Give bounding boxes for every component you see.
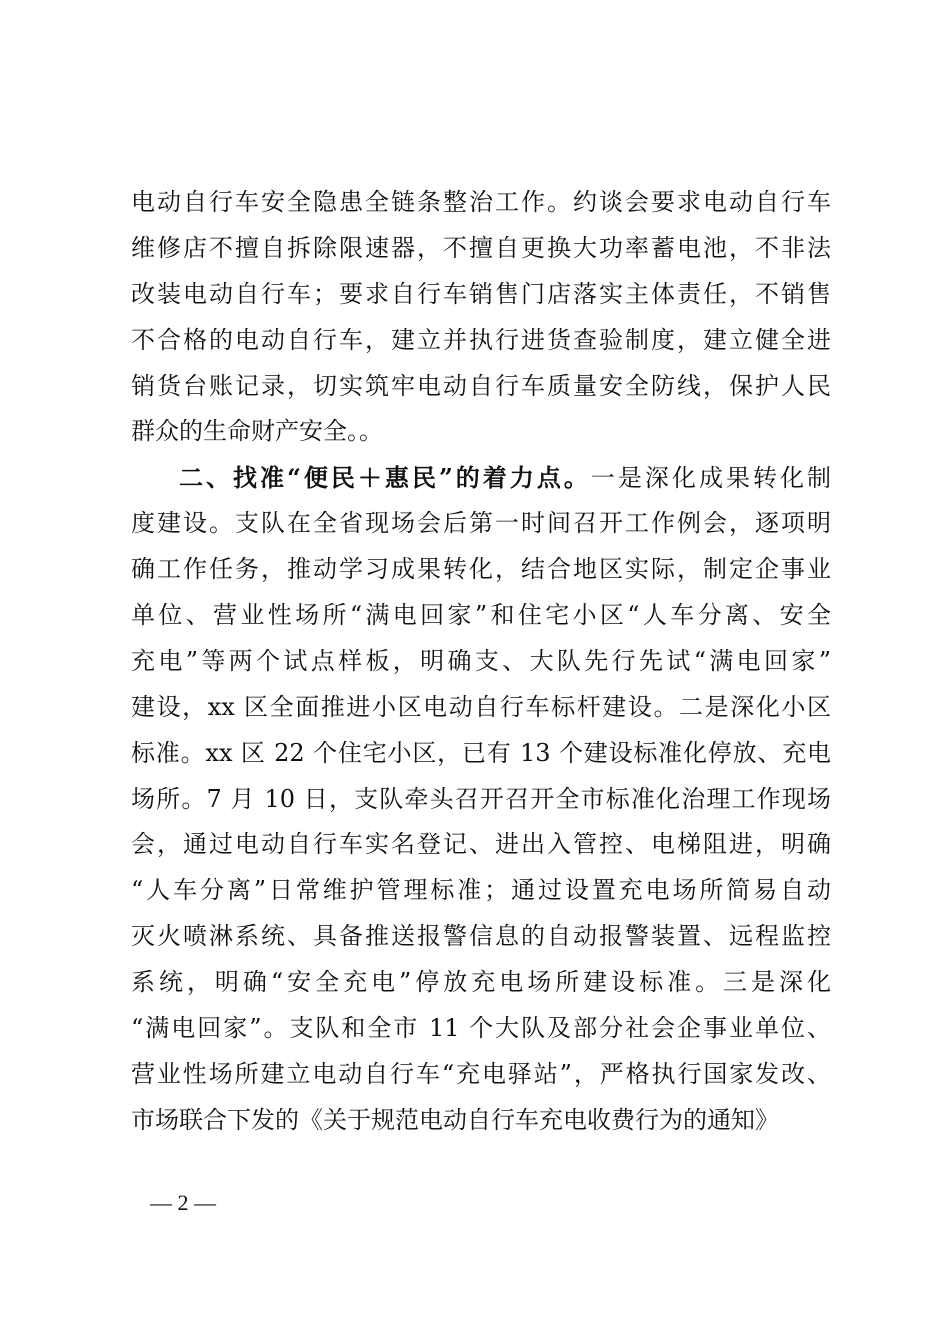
paragraph-2-line-2: 度建设。支队在全省现场会后第一时间召开工作例会，逐项明 [131,509,831,538]
paragraph-2-line-6: 建设，xx 区全面推进小区电动自行车标杆建设。二是深化小区 [131,692,831,721]
paragraph-2-line-8: 场所。7 月 10 日，支队牵头召开召开全市标准化治理工作现场 [131,784,831,813]
paragraph-1-line-4: 不合格的电动自行车，建立并执行进货查验制度，建立健全进 [131,325,831,354]
paragraph-2-line-5: 充电”等两个试点样板，明确支、大队先行先试“满电回家” [131,646,831,675]
paragraph-1-line-5: 销货台账记录，切实筑牢电动自行车质量安全防线，保护人民 [131,371,831,400]
paragraph-2-line-1 [131,455,831,501]
body-text [131,180,831,1144]
paragraph-1-line-3: 改装电动自行车；要求自行车销售门店落实主体责任，不销售 [131,279,831,308]
paragraph-2-line-11: 灭火喷淋系统、具备推送报警信息的自动报警装置、远程监控 [131,922,831,951]
paragraph-1-line-1: 电动自行车安全隐患全链条整治工作。约谈会要求电动自行车 [131,188,831,216]
section-heading: 二、找准“便民＋惠民”的着力点。 [179,463,591,493]
paragraph-1-line-2: 维修店不擅自拆除限速器，不擅自更换大功率蓄电池，不非法 [131,233,831,262]
paragraph-2-line-12: 系统，明确“安全充电”停放充电场所建设标准。三是深化 [131,968,831,997]
paragraph-1-line-6: 群众的生命财产安全。。 [131,417,383,446]
paragraph-2-line-9: 会，通过电动自行车实名登记、进出入管控、电梯阻进，明确 [131,830,831,859]
paragraph-2-line-13: “满电回家”。支队和全市 11 个大队及部分社会企事业单位、 [131,1014,831,1043]
paragraph-2-line-10: “人车分离”日常维护管理标准；通过设置充电场所简易自动 [131,876,831,905]
paragraph-2-line-7: 标准。xx 区 22 个住宅小区，已有 13 个建设标准化停放、充电 [131,738,831,767]
page-number: — 2 — [150,1190,216,1215]
paragraph-2-line-15: 市场联合下发的《关于规范电动自行车充电收费行为的通知》 [131,1105,779,1134]
paragraph-2-line-1-text: 一是深化成果转化制 [590,464,832,493]
paragraph-2-line-4: 单位、营业性场所“满电回家”和住宅小区“人车分离、安全 [131,601,831,630]
paragraph-2-line-14: 营业性场所建立电动自行车“充电驿站”，严格执行国家发改、 [131,1059,831,1088]
paragraph-2-line-3: 确工作任务，推动学习成果转化，结合地区实际，制定企事业 [131,555,831,584]
